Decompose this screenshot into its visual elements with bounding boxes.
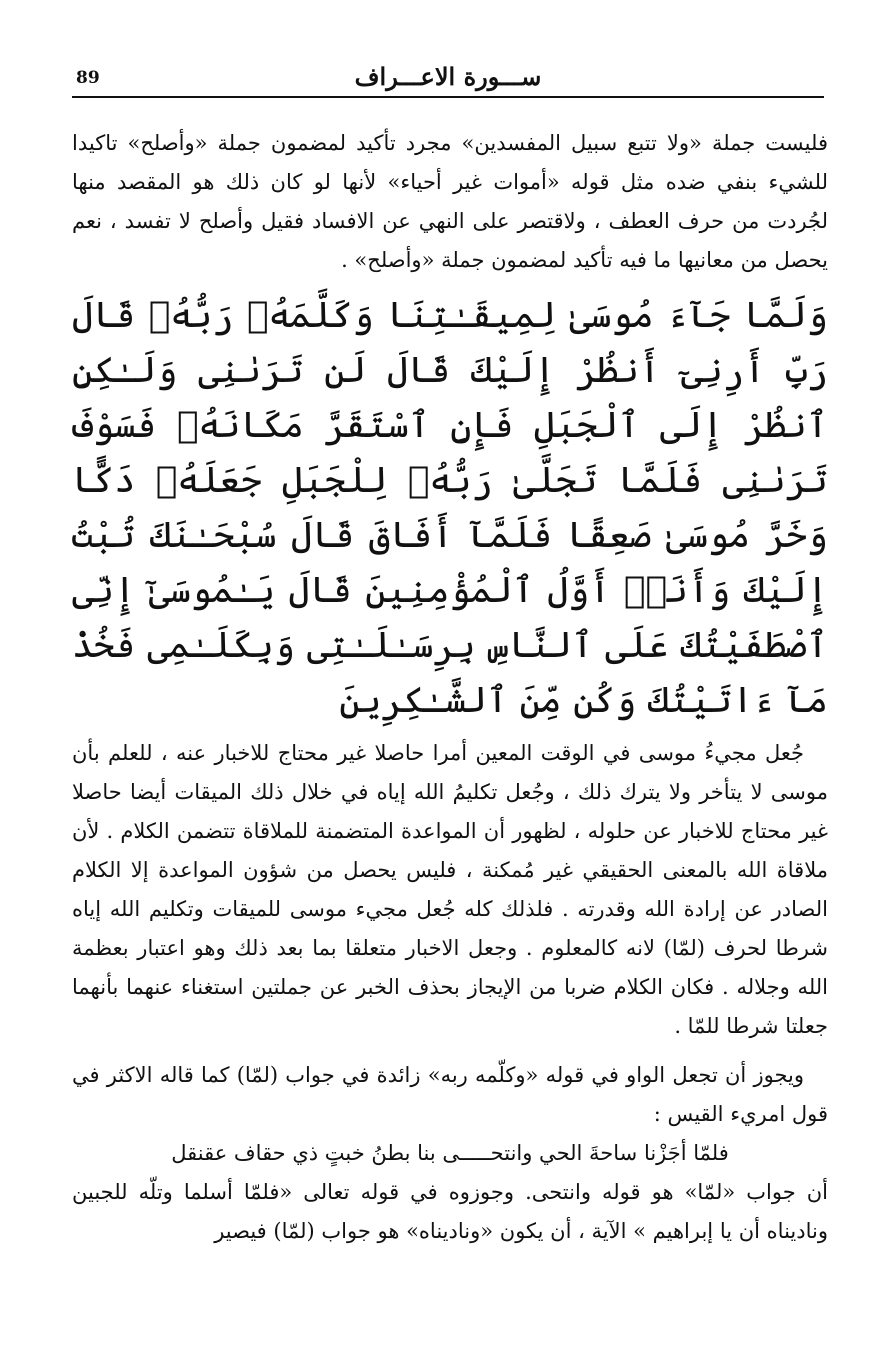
commentary-paragraph-3: أن جواب «لمّا» هو قوله وانتحى. وجوزوه في قوله تعالى «فلمّا أسلما وتلّه للجبين وناديناه أن يا إبراهيم » الآية ، أن يكون «وناديناه» هو جواب (لمّا) فيصير <box>72 1180 828 1243</box>
page-header <box>72 60 824 98</box>
page-body <box>72 120 828 1251</box>
quran-verse: وَلَمَّا جَآءَ مُوسَىٰ لِمِيقَـٰتِنَا وَكَلَّمَهُۥ رَبُّهُۥ قَالَ رَبِّ أَرِنِىٓ أَنظُرْ إِلَيْكَ قَالَ لَن تَرَىٰنِى وَلَـٰكِنِ ٱنظُرْ إِلَى ٱلْجَبَلِ فَإِنِ ٱسْتَقَرَّ مَكَانَهُۥ فَسَوْفَ تَرَىٰنِى فَلَمَّا تَجَلَّىٰ رَبُّهُۥ لِلْجَبَلِ جَعَلَهُۥ دَكًّا وَخَرَّ مُوسَىٰ صَعِقًا فَلَمَّآ أَفَاقَ قَالَ سُبْحَـٰنَكَ تُبْتُ إِلَيْكَ وَأَنَا۠ أَوَّلُ ٱلْمُؤْمِنِينَ قَالَ يَـٰمُوسَىٰٓ إِنِّى ٱصْطَفَيْتُكَ عَلَى ٱلنَّاسِ بِرِسَـٰلَـٰتِى وَبِكَلَـٰمِى فَخُذْ مَآ ءَاتَيْتُكَ وَكُن مِّنَ ٱلشَّـٰكِرِينَ <box>72 295 828 721</box>
poetry-line: فلمّا أجَزْنا ساحةَ الحي وانتحـــــى بنا بطنُ خبتٍ ذي حقاف عقنقل <box>171 1141 729 1165</box>
page-number: 89 <box>76 68 100 88</box>
commentary-paragraph-1: جُعل مجيءُ موسى في الوقت المعين أمرا حاصلا غير محتاج للاخبار عنه ، للعلم بأن موسى لا يتأخر ولا يترك ذلك ، وجُعل تكليمُ الله إياه في خلال ذلك الميقات أيضا حاصلا غير محتاج للاخبار عن حلوله ، لظهور أن المواعدة المتضمنة للملاقاة تتضمن الكلام . لأن ملاقاة الله بالمعنى الحقيقي غير مُمكنة ، فليس يحصل من شؤون المواعدة إلا الكلام الصادر عن إرادة الله وقدرته . فلذلك كله جُعل مجيء موسى للميقات وتكليم الله إياه شرطا لحرف (لمّا) لانه كالمعلوم . وجعل الاخبار متعلقا بما بعد ذلك وهو اعتبار بعظمة الله وجلاله . فكان الكلام ضربا من الإيجاز بحذف الخبر عن جملتين استغناء عنهما بأنهما جعلتا شرطا للمّا . <box>72 741 828 1038</box>
intro-paragraph: فليست جملة «ولا تتبع سبيل المفسدين» مجرد تأكيد لمضمون جملة «وأصلح» تاكيدا للشيء بنفي ضده مثل قوله «أموات غير أحياء» لأنها لو كان ذلك هو المقصد منها لجُردت من حرف العطف ، ولاقتصر على النهي عن الافساد فقيل وأصلح لا تفسد ، نعم يحصل من معانيها ما فيه تأكيد لمضمون جملة «وأصلح» . <box>72 131 828 272</box>
commentary-paragraph-2: ويجوز أن تجعل الواو في قوله «وكلّمه ربه» زائدة في جواب (لمّا) كما قاله الاكثر في قول امريء القيس : <box>72 1063 828 1126</box>
running-title: ســـورة الاعـــراف <box>354 62 542 91</box>
